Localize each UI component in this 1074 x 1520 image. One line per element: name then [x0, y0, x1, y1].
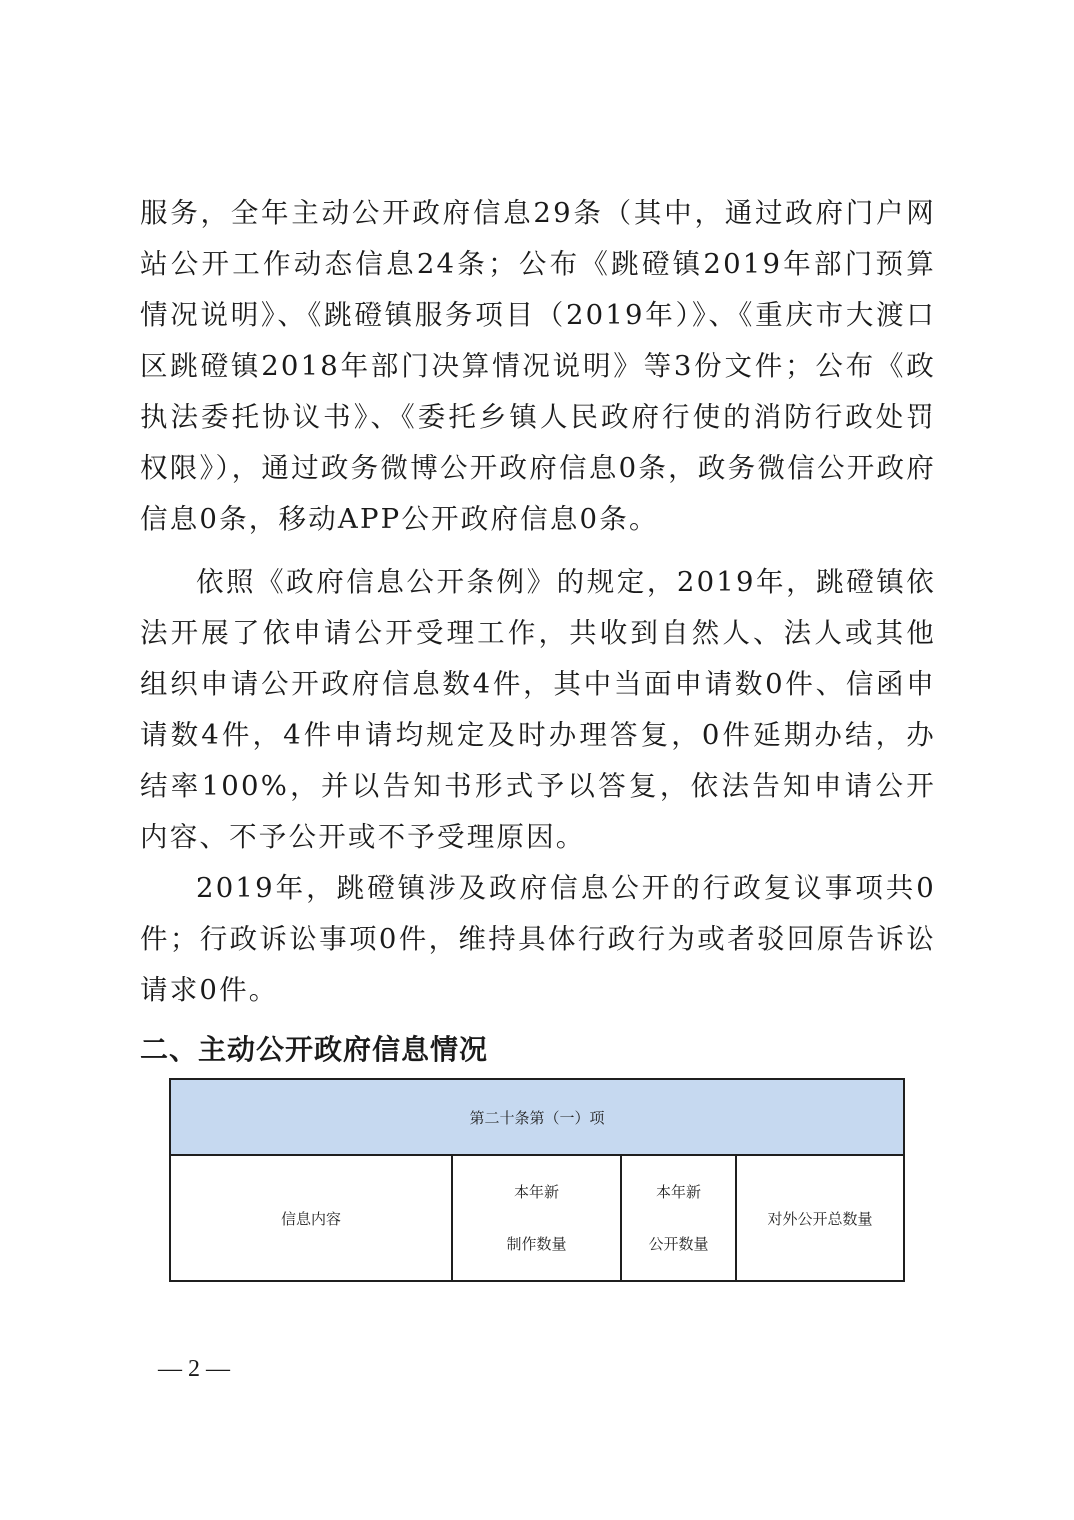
- body-paragraph: 服务，全年主动公开政府信息29条（其中，通过政府门户网站公开工作动态信息24条；公布《跳磴镇2019年部门预算情况说明》、《跳磴镇服务项目（2019年）》、《重庆市大渡口区跳磴镇2018年部门决算情况说明》等3份文件；公布《政执法委托协议书》、《委托乡镇人民政府行使的消防行政处罚权限》），通过政务微博公开政府信息0条，政务微信公开政府信息0条，移动APP公开政府信息0条。: [140, 197, 937, 535]
- column-header-line: 制作数量: [506, 1235, 567, 1253]
- column-header-info-content: [170, 1155, 452, 1281]
- table-header-row: [170, 1079, 904, 1155]
- column-header-total-published: [736, 1155, 904, 1281]
- page-number: — 2 —: [158, 1356, 230, 1382]
- column-header-line: 本年新: [513, 1183, 559, 1201]
- table-header-cell: 第二十条第（一）项: [170, 1079, 904, 1155]
- body-paragraph: 2019年，跳磴镇涉及政府信息公开的行政复议事项共0件；行政诉讼事项0件，维持具体行政行为或者驳回原告诉讼请求0件。: [140, 872, 936, 1006]
- column-header-line: 公开数量: [648, 1235, 709, 1253]
- column-header-new-made-count: [452, 1155, 621, 1281]
- column-header-new-published-count: [621, 1155, 736, 1281]
- column-header-label: 信息内容: [280, 1209, 341, 1228]
- section-heading: 二、主动公开政府信息情况: [140, 1033, 489, 1066]
- column-header-label: 对外公开总数量: [767, 1209, 873, 1228]
- info-table: [169, 1078, 905, 1282]
- body-paragraph: 依照《政府信息公开条例》的规定，2019年，跳磴镇依法开展了依申请公开受理工作，共收到自然人、法人或其他组织申请公开政府信息数4件，其中当面申请数0件、信函申请数4件，4件申请均规定及时办理答复，0件延期办结，办结率100%，并以告知书形式予以答复，依法告知申请公开内容、不予公开或不予受理原因。: [140, 566, 936, 853]
- column-header-line: 本年新: [655, 1183, 701, 1201]
- table-column-row: [170, 1155, 904, 1281]
